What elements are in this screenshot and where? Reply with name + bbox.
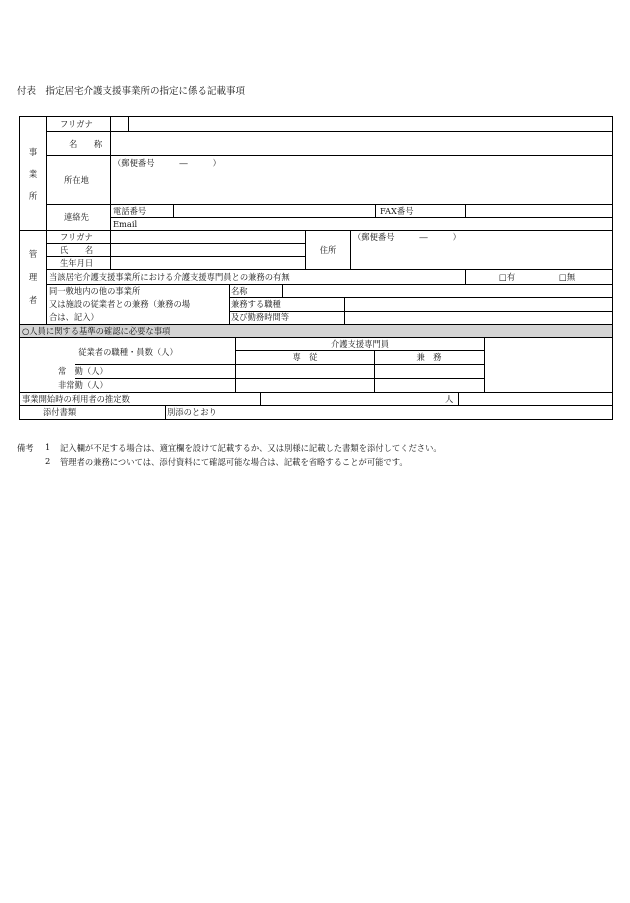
other-office-label-3: 合は、記入）	[49, 312, 99, 322]
manager-side-1: 管	[28, 249, 38, 259]
office-side-3: 所	[28, 191, 38, 201]
office-name-label: 名 称	[69, 139, 103, 149]
office-fax-field[interactable]	[466, 205, 611, 217]
full-time-concurrent-field[interactable]	[375, 365, 483, 378]
other-office-name-label: 名称	[231, 286, 248, 296]
concurrent-header: 兼 務	[416, 352, 442, 362]
office-tel-label: 電話番号	[113, 206, 147, 216]
note-1-text: 記入欄が不足する場合は、適宜欄を設けて記載するか、又は別様に記載した書類を添付してください。	[60, 443, 442, 453]
concurrent-duty-field[interactable]	[345, 298, 611, 324]
office-fax-label: FAX番号	[380, 206, 414, 216]
full-time-dedicated-field[interactable]	[236, 365, 373, 378]
application-form	[19, 116, 613, 420]
row-part-time-label: 非常勤（人）	[58, 380, 108, 390]
part-time-dedicated-field[interactable]	[236, 379, 373, 392]
office-email-field[interactable]	[174, 218, 611, 230]
office-furigana-field[interactable]	[129, 118, 611, 130]
concurrent-no-checkbox[interactable]: □無	[559, 272, 576, 282]
office-address-label: 所在地	[64, 175, 89, 185]
office-furigana-label: フリガナ	[60, 119, 93, 129]
manager-address-field[interactable]	[351, 243, 611, 269]
manager-birth-label: 生年月日	[60, 258, 94, 268]
concurrent-duty-label-1: 兼務する職種	[231, 299, 281, 309]
manager-furigana-field[interactable]	[111, 231, 304, 243]
manager-name-label: 氏 名	[60, 245, 94, 255]
manager-name-field[interactable]	[111, 244, 304, 256]
other-office-name-field[interactable]	[283, 285, 611, 297]
attachments-value: 別添のとおり	[167, 407, 217, 417]
full-time-dedicated-header: 専 従	[292, 352, 318, 362]
staffing-section-title: ○人員に関する基準の確認に必要な事項	[22, 326, 171, 336]
note-1-number: 1	[45, 442, 51, 452]
office-email-label: Email	[113, 219, 138, 229]
office-postal: （郵便番号 ― ）	[113, 158, 221, 168]
notes-head: 備考	[17, 443, 34, 453]
concurrent-duty-label-2: 及び勤務時間等	[231, 312, 290, 322]
office-side-1: 事	[28, 147, 38, 157]
manager-address-label: 住所	[319, 245, 337, 255]
office-side-2: 業	[28, 169, 38, 179]
note-2-text: 管理者の兼務については、添付資料にて確認可能な場合は、記載を省略することが可能です。	[60, 457, 408, 467]
note-2-number: 2	[45, 456, 51, 466]
estimated-users-field[interactable]	[261, 393, 441, 405]
care-manager-header: 介護支援専門員	[330, 339, 390, 349]
office-address-field[interactable]	[111, 169, 611, 203]
staff-type-header: 従業者の職種・員数（人）	[78, 347, 178, 357]
office-name-field[interactable]	[111, 132, 611, 154]
office-contact-label: 連絡先	[64, 212, 89, 222]
office-tel-field[interactable]	[174, 205, 374, 217]
row-full-time-label: 常 勤（人）	[58, 366, 108, 376]
concurrent-yes-checkbox[interactable]: □有	[499, 272, 516, 282]
other-office-label-2: 又は施設の従業者との兼務（兼務の場	[49, 299, 191, 309]
estimated-users-unit: 人	[445, 394, 454, 404]
manager-furigana-label: フリガナ	[60, 232, 93, 242]
manager-birth-field[interactable]	[111, 257, 304, 269]
manager-side-2: 理	[28, 272, 38, 282]
estimated-users-label: 事業開始時の利用者の推定数	[22, 394, 130, 404]
part-time-concurrent-field[interactable]	[375, 379, 483, 392]
manager-postal: （郵便番号 ― ）	[353, 232, 461, 242]
form-title: 付表 指定居宅介護支援事業所の指定に係る記載事項	[17, 86, 246, 97]
manager-side-3: 者	[28, 295, 38, 305]
concurrent-question: 当該居宅介護支援事業所における介護支援専門員との兼務の有無	[49, 272, 290, 282]
attachments-label: 添付書類	[43, 407, 77, 417]
other-office-label-1: 同一敷地内の他の事業所	[49, 286, 141, 296]
